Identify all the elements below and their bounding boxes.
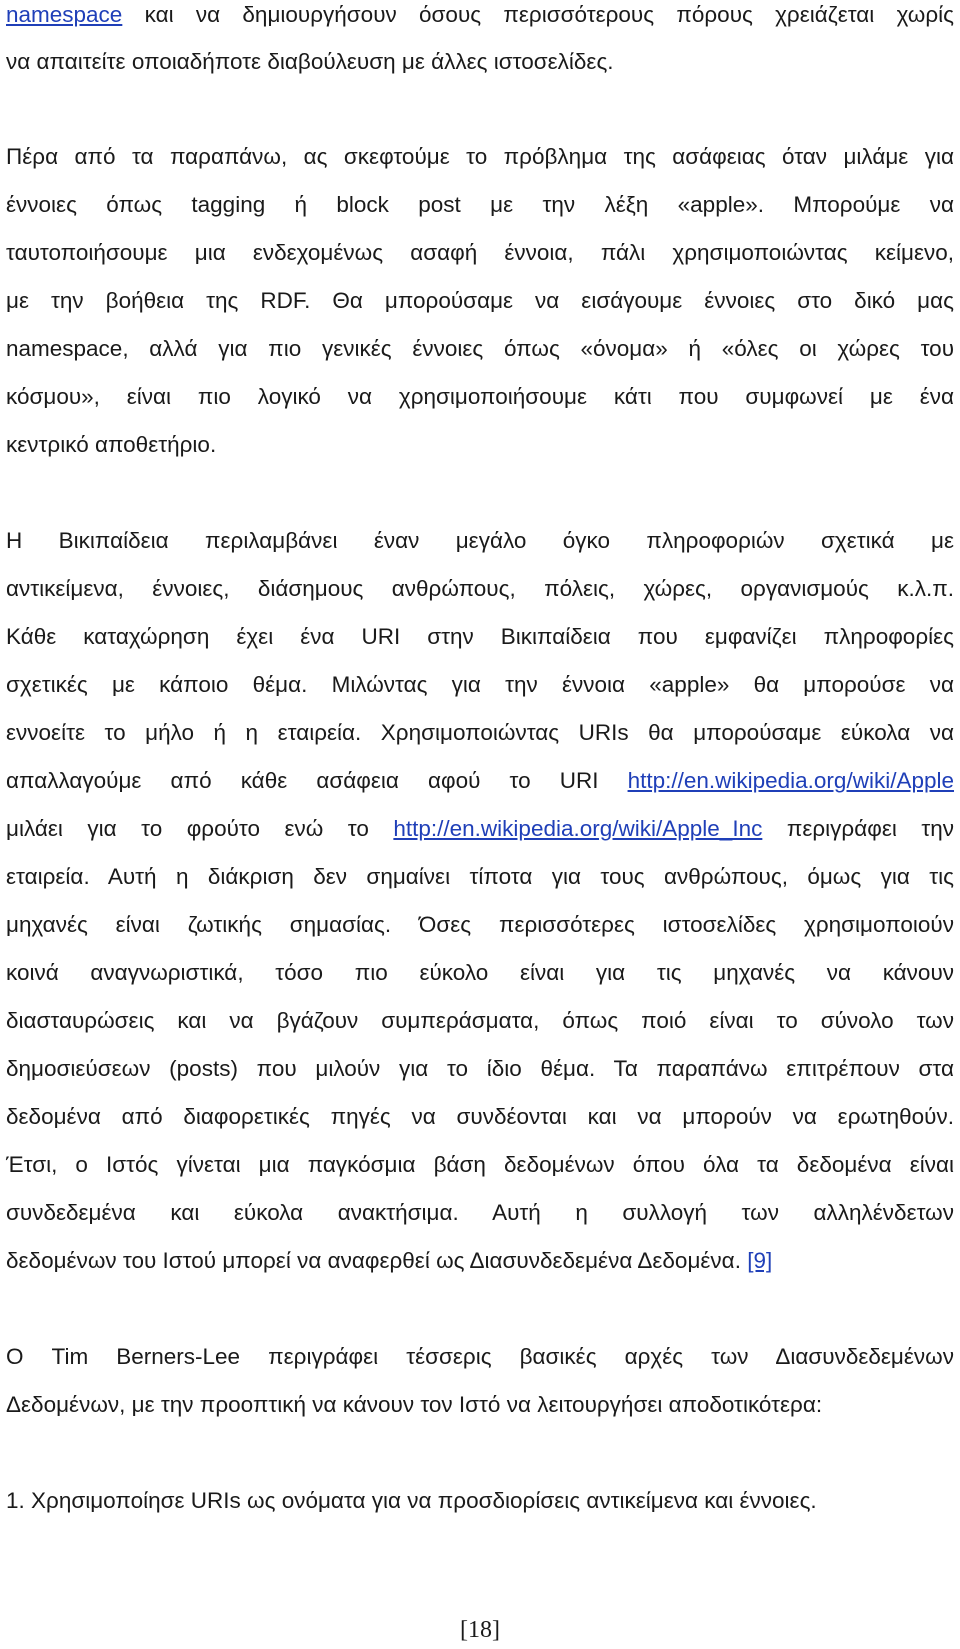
- wikipedia-apple-link[interactable]: http://en.wikipedia.org/wiki/Apple: [627, 768, 954, 793]
- paragraph-2-line-9: μηχανές είναι ζωτικής σημασίας. Όσες περισσότερες ιστοσελίδες χρησιμοποιούν: [6, 912, 954, 937]
- list-item: 1. Χρησιμοποίησε URIs ως ονόματα για να προσδιορίσεις αντικείμενα και έννοιες.: [6, 1488, 817, 1513]
- paragraph-1-line-5: namespace, αλλά για πιο γενικές έννοιες όπως «όνομα» ή «όλες οι χώρες του: [6, 336, 954, 361]
- paragraph-1-line-3: ταυτοποιήσουμε μια ενδεχομένως ασαφή έννοια, πάλι χρησιμοποιώντας κείμενο,: [6, 240, 954, 265]
- paragraph-2-line-3: Κάθε καταχώρηση έχει ένα URI στην Βικιπαίδεια που εμφανίζει πληροφορίες: [6, 624, 954, 649]
- text-run: μιλάει για το φρούτο ενώ το: [6, 816, 394, 841]
- paragraph-2-line-6: [6, 766, 954, 796]
- paragraph-1-line-4: με την βοήθεια της RDF. Θα μπορούσαμε να εισάγουμε έννοιες στο δικό μας: [6, 288, 954, 313]
- text-run: δεδομένων του Ιστού μπορεί να αναφερθεί ως Διασυνδεδεμένα Δεδομένα.: [6, 1248, 748, 1273]
- paragraph-2-line-15: συνδεδεμένα και εύκολα ανακτήσιμα. Αυτή η συλλογή των αλληλένδετων: [6, 1200, 954, 1225]
- paragraph-3-line-2: Δεδομένων, με την προοπτική να κάνουν τον Ιστό να λειτουργήσει αποδοτικότερα:: [6, 1392, 823, 1417]
- paragraph-0-line-2: να απαιτείτε οποιαδήποτε διαβούλευση με άλλες ιστοσελίδες.: [6, 49, 614, 74]
- paragraph-2-line-2: αντικείμενα, έννοιες, διάσημους ανθρώπους, πόλεις, χώρες, οργανισμούς κ.λ.π.: [6, 576, 954, 601]
- text-run: απαλλαγούμε από κάθε ασάφεια αφού το URI: [6, 768, 628, 793]
- wikipedia-apple-inc-link[interactable]: http://en.wikipedia.org/wiki/Apple_Inc: [393, 816, 763, 841]
- paragraph-1-line-6: κόσμου», είναι πιο λογικό να χρησιμοποιήσουμε κάτι που συμφωνεί με ένα: [6, 384, 954, 409]
- paragraph-2-line-1: Η Βικιπαίδεια περιλαμβάνει έναν μεγάλο όγκο πληροφοριών σχετικά με: [6, 528, 954, 553]
- paragraph-2-line-12: δημοσιεύσεων (posts) που μιλούν για το ίδιο θέμα. Τα παραπάνω επιτρέπουν στα: [6, 1056, 954, 1081]
- paragraph-1-line-7: κεντρικό αποθετήριο.: [6, 432, 217, 457]
- paragraph-2-line-13: δεδομένα από διαφορετικές πηγές να συνδέονται και να μπορούν να ερωτηθούν.: [6, 1104, 954, 1129]
- paragraph-3-line-1: Ο Tim Berners-Lee περιγράφει τέσσερις βασικές αρχές των Διασυνδεδεμένων: [6, 1344, 954, 1369]
- paragraph-2-line-14: Έτσι, ο Ιστός γίνεται μια παγκόσμια βάση δεδομένων όπου όλα τα δεδομένα είναι: [6, 1152, 954, 1177]
- paragraph-2-line-8: εταιρεία. Αυτή η διάκριση δεν σημαίνει τίποτα για τους ανθρώπους, όμως για τις: [6, 864, 954, 889]
- paragraph-2-line-4: σχετικές με κάποιο θέμα. Μιλώντας για την έννοια «apple» θα μπορούσε να: [6, 672, 954, 697]
- paragraph-1-line-2: έννοιες όπως tagging ή block post με την λέξη «apple». Μπορούμε να: [6, 192, 954, 217]
- text-run: και να δημιουργήσουν όσους περισσότερους πόρους χρειάζεται χωρίς: [122, 2, 954, 27]
- paragraph-2-line-10: κοινά αναγνωριστικά, τόσο πιο εύκολο είναι για τις μηχανές να κάνουν: [6, 960, 954, 985]
- paragraph-2-line-7: [6, 814, 954, 844]
- paragraph-2-line-16: [6, 1246, 954, 1276]
- text-run: περιγράφει την: [762, 816, 954, 841]
- namespace-link[interactable]: namespace: [6, 2, 123, 27]
- paragraph-2-line-11: διασταυρώσεις και να βγάζουν συμπεράσματα, όπως ποιό είναι το σύνολο των: [6, 1008, 954, 1033]
- reference-link[interactable]: [9]: [747, 1248, 773, 1273]
- paragraph-1-line-1: Πέρα από τα παραπάνω, ας σκεφτούμε το πρόβλημα της ασάφειας όταν μιλάμε για: [6, 144, 954, 169]
- paragraph-0-line-1: [6, 0, 954, 30]
- paragraph-2-line-5: εννοείτε το μήλο ή η εταιρεία. Χρησιμοποιώντας URIs θα μπορούσαμε εύκολα να: [6, 720, 954, 745]
- page-number: [18]: [460, 1617, 500, 1643]
